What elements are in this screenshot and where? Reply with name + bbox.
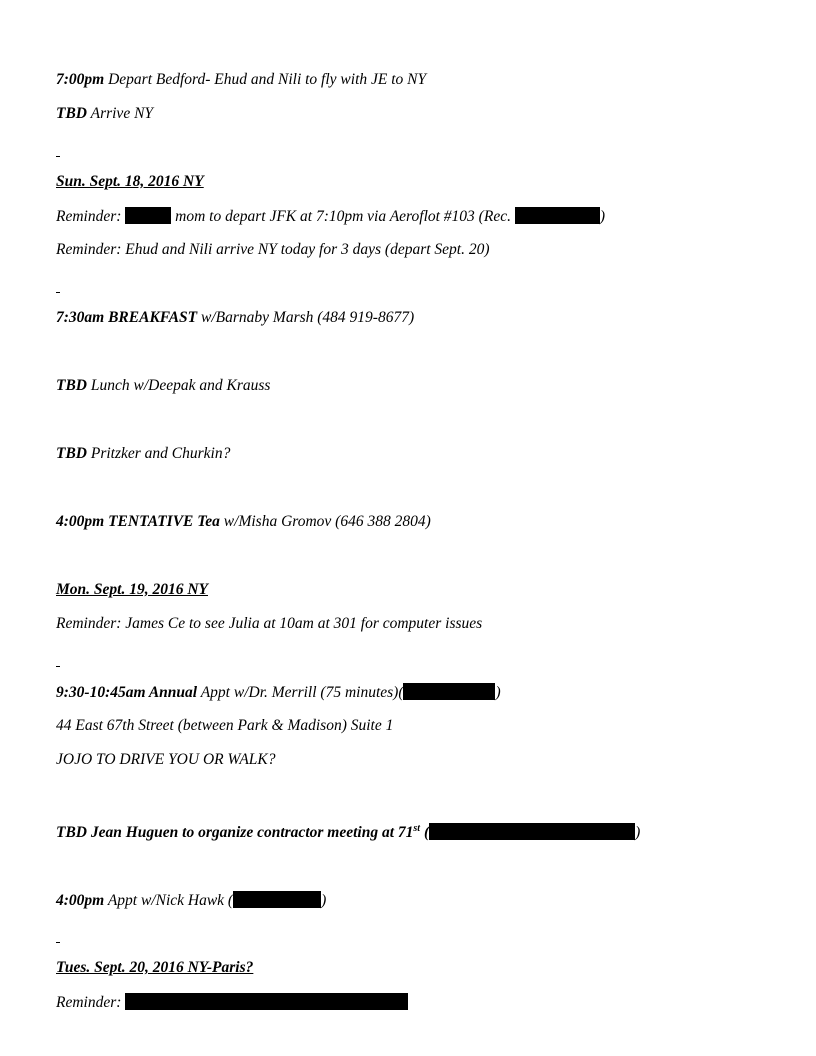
reminder-james: Reminder: James Ce to see Julia at 10am at 301 for computer issues [56,615,483,632]
entry-text: Lunch w/Deepak and Krauss [87,377,271,394]
day-heading-sun: Sun. Sept. 18, 2016 NY [56,173,204,190]
entry-text: w/Misha Gromov (646 388 2804) [219,513,431,530]
jojo-line: JOJO TO DRIVE YOU OR WALK? [56,751,276,768]
entry-breakfast [56,309,414,327]
reminder-mom [56,207,605,226]
reminder-middle: mom to depart JFK at 7:10pm via Aeroflot #103 (Rec. [171,208,515,225]
reminder-last [56,993,408,1012]
entry-text: Arrive NY [87,105,154,122]
entry-after: ) [635,824,641,841]
entry-time: TBD [56,445,87,462]
day-heading-mon: Mon. Sept. 19, 2016 NY [56,581,208,598]
entry-text: Appt w/Dr. Merrill (75 minutes)( [197,684,404,701]
entry-time: 7:00pm [56,71,105,88]
entry-hawk [56,891,326,910]
blank-line-mark [56,942,60,943]
entry-lunch [56,377,270,395]
reminder-before: Reminder: [56,208,126,225]
entry-text: w/Barnaby Marsh (484 919-8677) [197,309,415,326]
entry-annual [56,683,501,702]
entry-time: 9:30-10:45am Annual [56,684,198,701]
entry-time: TBD [56,105,87,122]
entry-after: ) [321,892,327,909]
blank-line-mark [56,292,60,293]
entry-arrive-ny [56,105,153,123]
entry-sup: st [413,823,421,834]
entry-text: TBD Jean Huguen to organize contractor meeting at 71 [56,824,414,841]
blank-line-mark [56,156,60,157]
reminder-after: ) [599,208,605,225]
entry-open: ( [420,824,430,841]
entry-time: TBD [56,377,87,394]
entry-pritzker [56,445,230,463]
entry-depart-bedford [56,71,426,89]
entry-tea [56,513,431,531]
entry-jean [56,823,640,842]
entry-time: 7:30am BREAKFAST [56,309,198,326]
redaction-box [233,891,321,908]
reminder-before: Reminder: [56,994,126,1011]
entry-after: ) [495,684,501,701]
entry-time: 4:00pm [56,892,105,909]
redaction-box [125,207,171,224]
blank-line-mark [56,666,60,667]
reminder-ehud: Reminder: Ehud and Nili arrive NY today for 3 days (depart Sept. 20) [56,241,490,258]
entry-text: Pritzker and Churkin? [87,445,231,462]
redaction-box [403,683,495,700]
entry-text: Depart Bedford- Ehud and Nili to fly with JE to NY [104,71,427,88]
address-line: 44 East 67th Street (between Park & Madison) Suite 1 [56,717,394,734]
entry-text: Appt w/Nick Hawk ( [104,892,234,909]
entry-time: 4:00pm TENTATIVE Tea [56,513,220,530]
redaction-box [515,207,600,224]
redaction-box [125,993,408,1010]
day-heading-tue: Tues. Sept. 20, 2016 NY-Paris? [56,959,254,976]
redaction-box [429,823,635,840]
